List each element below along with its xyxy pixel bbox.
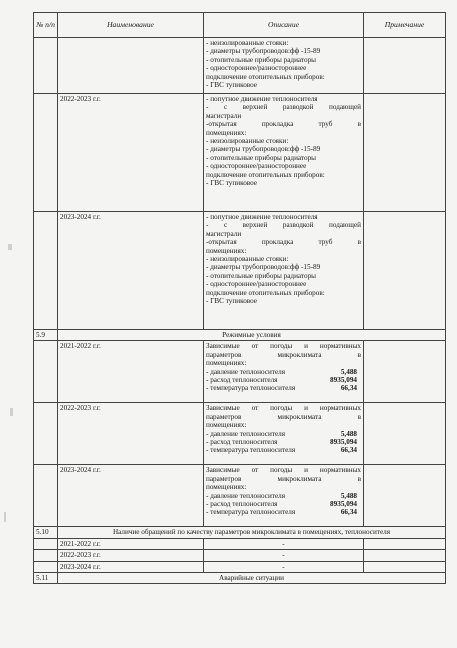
table-row (34, 341, 446, 403)
table-row (34, 465, 446, 527)
year-cell: 2023-2024 г.г. (58, 561, 204, 572)
year-cell: 2021-2022 г.г. (58, 341, 204, 403)
regime-cell: Зависимые от погоды и нормативных параметров микроклимата в помещениях: - давление теплоносителя 5,488 - расход теплоносителя 8935,094 - температура теплоносителя 66,34 (204, 465, 364, 527)
table-row (34, 403, 446, 465)
regime-cell: Зависимые от погоды и нормативных параметров микроклимата в помещениях: - давление теплоносителя 5,488 - расход теплоносителя 8935,094 - температура теплоносителя 66,34 (204, 403, 364, 465)
header-num: № п/п (34, 13, 58, 38)
header-desc: Описание (204, 13, 364, 38)
scan-mark (4, 512, 6, 522)
section-row-5-9 (34, 330, 446, 341)
year-cell: 2021-2022 г.г. (58, 538, 204, 549)
table-row: 2021-2022 г.г. - (34, 538, 446, 549)
table-header (34, 13, 446, 38)
year-cell: 2022-2023 г.г. (58, 94, 204, 212)
heating-table (33, 12, 446, 584)
section-title: Наличие обращений по качеству параметров микроклимата в помещениях, теплоносителя (58, 527, 446, 538)
scan-mark (8, 244, 12, 250)
table-row (34, 212, 446, 330)
desc-cell: - попутное движение теплоносителя - с верхней разводкой подающей магистрали -открытая прокладка труб в помещениях: - неизолированные стояки: - диаметры трубопроводов:фф -15-89 - отопительные приборы радиаторы - одностороннее/разностороннее подключение отопительных приборов: - ГВС тупиковое (204, 212, 364, 330)
header-name: Наименование (58, 13, 204, 38)
year-cell: 2022-2023 г.г. (58, 550, 204, 561)
desc-cell: - неизолированные стояки: - диаметры трубопроводов:фф -15-89 - отопительные приборы радиаторы - одностороннее/разностороннее подключение отопительных приборов: - ГВС тупиковое (204, 38, 364, 94)
scan-mark (10, 408, 13, 416)
section-num: 5.9 (34, 330, 58, 341)
table-row: 2022-2023 г.г. - (34, 550, 446, 561)
header-note: Примечание (364, 13, 446, 38)
year-cell: 2022-2023 г.г. (58, 403, 204, 465)
section-row-5-11 (34, 573, 446, 584)
desc-cell: - попутное движение теплоносителя - с верхней разводкой подающей магистрали -открытая прокладка труб в помещениях: - неизолированные стояки: - диаметры трубопроводов:фф -15-89 - отопительные приборы радиаторы - одностороннее/разностороннее подключение отопительных приборов: - ГВС тупиковое (204, 94, 364, 212)
section-num: 5.11 (34, 573, 58, 584)
section-title: Режимные условия (58, 330, 446, 341)
table-row (34, 94, 446, 212)
section-title: Аварийные ситуации (58, 573, 446, 584)
table-row (34, 38, 446, 94)
year-cell: 2023-2024 г.г. (58, 465, 204, 527)
section-row-5-10 (34, 527, 446, 538)
year-cell: 2023-2024 г.г. (58, 212, 204, 330)
table-row: 2023-2024 г.г. - (34, 561, 446, 572)
section-num: 5.10 (34, 527, 58, 538)
regime-cell: Зависимые от погоды и нормативных параметров микроклимата в помещениях: - давление теплоносителя 5,488 - расход теплоносителя 8935,094 - температура теплоносителя 66,34 (204, 341, 364, 403)
